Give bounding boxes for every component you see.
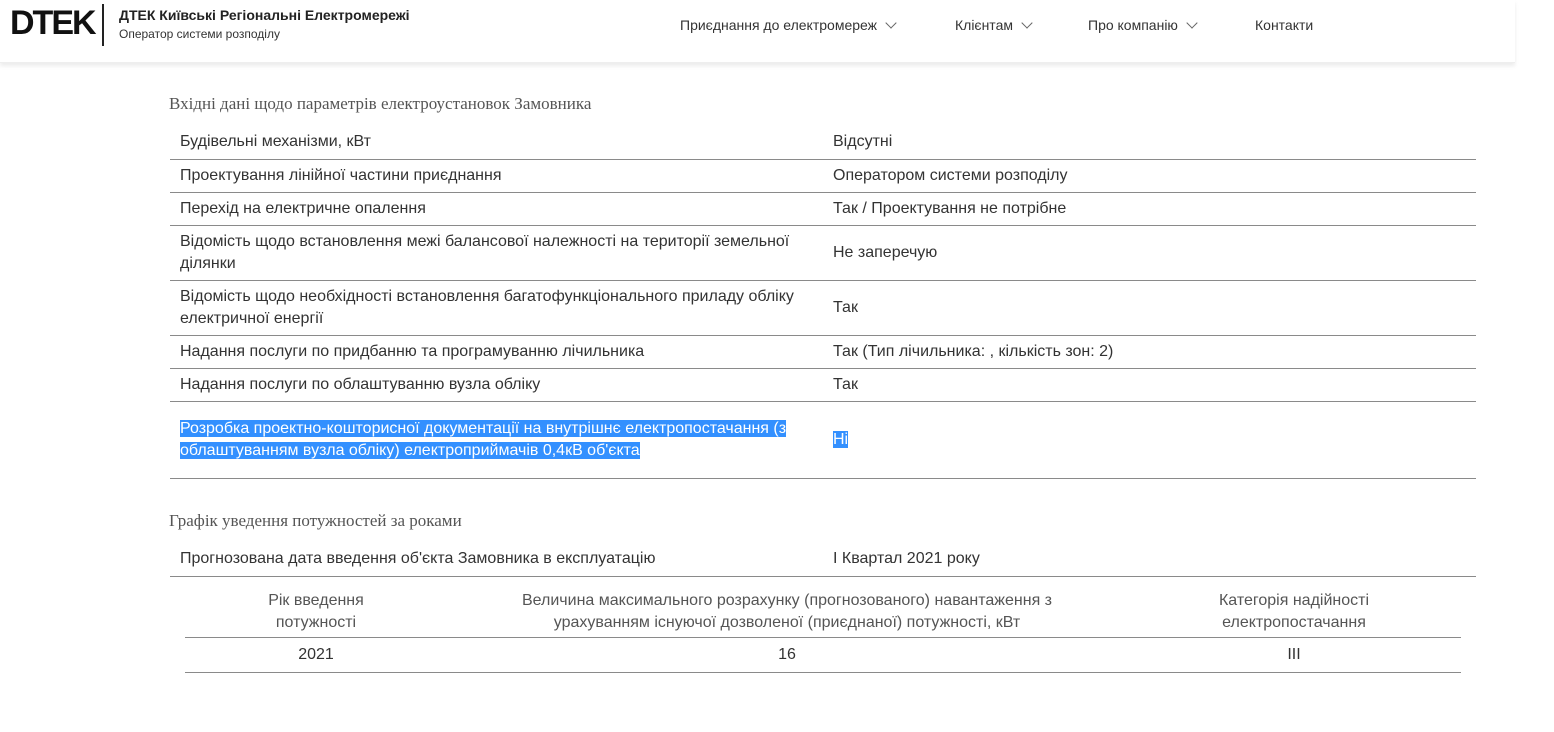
table-row	[170, 543, 1476, 576]
cell-year: 2021	[185, 638, 447, 673]
row-value: Так	[823, 368, 1476, 401]
row-label	[170, 401, 823, 478]
col-header-year: Рік введення потужності	[185, 586, 447, 638]
section-title-params: Вхідні дані щодо параметрів електроустановок Замовника	[169, 94, 592, 113]
cell-load: 16	[447, 638, 1127, 673]
row-label: Відомість щодо встановлення межі балансової належності на території земельної ділянки	[170, 225, 823, 280]
table-row	[170, 159, 1476, 192]
dtek-logo[interactable]: DTEK	[10, 4, 95, 42]
years-table	[185, 586, 1461, 673]
table-row-selected	[170, 401, 1476, 478]
row-value: Так / Проектування не потрібне	[823, 192, 1476, 225]
logo-divider	[102, 4, 104, 46]
company-name: ДТЕК Київські Регіональні Електромережі	[119, 7, 410, 23]
site-header	[0, 0, 1515, 63]
row-value: Так	[823, 280, 1476, 335]
selected-text: Ні	[833, 430, 849, 448]
table-row	[170, 192, 1476, 225]
table-row	[185, 638, 1461, 673]
row-label: Надання послуги по придбанню та програмуванню лічильника	[170, 335, 823, 368]
table-row	[170, 126, 1476, 159]
nav-clients-label: Клієнтам	[955, 17, 1013, 33]
row-value: Оператором системи розподілу	[823, 159, 1476, 192]
row-value: Так (Тип лічильника: , кількість зон: 2)	[823, 335, 1476, 368]
nav-about[interactable]	[1088, 17, 1196, 33]
row-value: Відсутні	[823, 126, 1476, 159]
params-table	[170, 126, 1476, 479]
row-label: Перехід на електричне опалення	[170, 192, 823, 225]
row-label: Відомість щодо необхідності встановлення багатофункціонального приладу обліку електричної енергії	[170, 280, 823, 335]
nav-contacts-label: Контакти	[1255, 17, 1314, 33]
row-value	[823, 401, 1476, 478]
section-title-schedule: Графік уведення потужностей за роками	[169, 511, 462, 530]
table-header-row	[185, 586, 1461, 638]
forecast-value: І Квартал 2021 року	[823, 543, 1476, 576]
table-row	[170, 280, 1476, 335]
row-label: Проектування лінійної частини приєднання	[170, 159, 823, 192]
chevron-down-icon	[1186, 17, 1197, 28]
forecast-label: Прогнозована дата введення об'єкта Замовника в експлуатацію	[170, 543, 823, 576]
cell-category: III	[1127, 638, 1461, 673]
row-value: Не заперечую	[823, 225, 1476, 280]
table-row	[170, 225, 1476, 280]
company-subtitle: Оператор системи розподілу	[119, 27, 280, 41]
nav-connection-label: Приєднання до електромереж	[680, 17, 878, 33]
chevron-down-icon	[1021, 17, 1032, 28]
nav-contacts[interactable]	[1255, 17, 1313, 33]
nav-clients[interactable]	[955, 17, 1031, 33]
table-row	[170, 335, 1476, 368]
forecast-table	[170, 543, 1476, 577]
chevron-down-icon	[885, 17, 896, 28]
row-label: Надання послуги по облаштуванню вузла обліку	[170, 368, 823, 401]
col-header-category: Категорія надійності електропостачання	[1127, 586, 1461, 638]
row-label: Будівельні механізми, кВт	[170, 126, 823, 159]
col-header-load: Величина максимального розрахунку (прогнозованого) навантаження з урахуванням існуючої дозволеної (приєднаної) потужності, кВт	[447, 586, 1127, 638]
table-row	[170, 368, 1476, 401]
nav-about-label: Про компанію	[1088, 17, 1178, 33]
selected-text: Розробка проектно-кошторисної документації на внутрішнє електропостачання (з облаштуванням вузла обліку) електроприймачів 0,4кВ об'єкта	[180, 419, 787, 459]
nav-connection[interactable]	[680, 17, 895, 33]
